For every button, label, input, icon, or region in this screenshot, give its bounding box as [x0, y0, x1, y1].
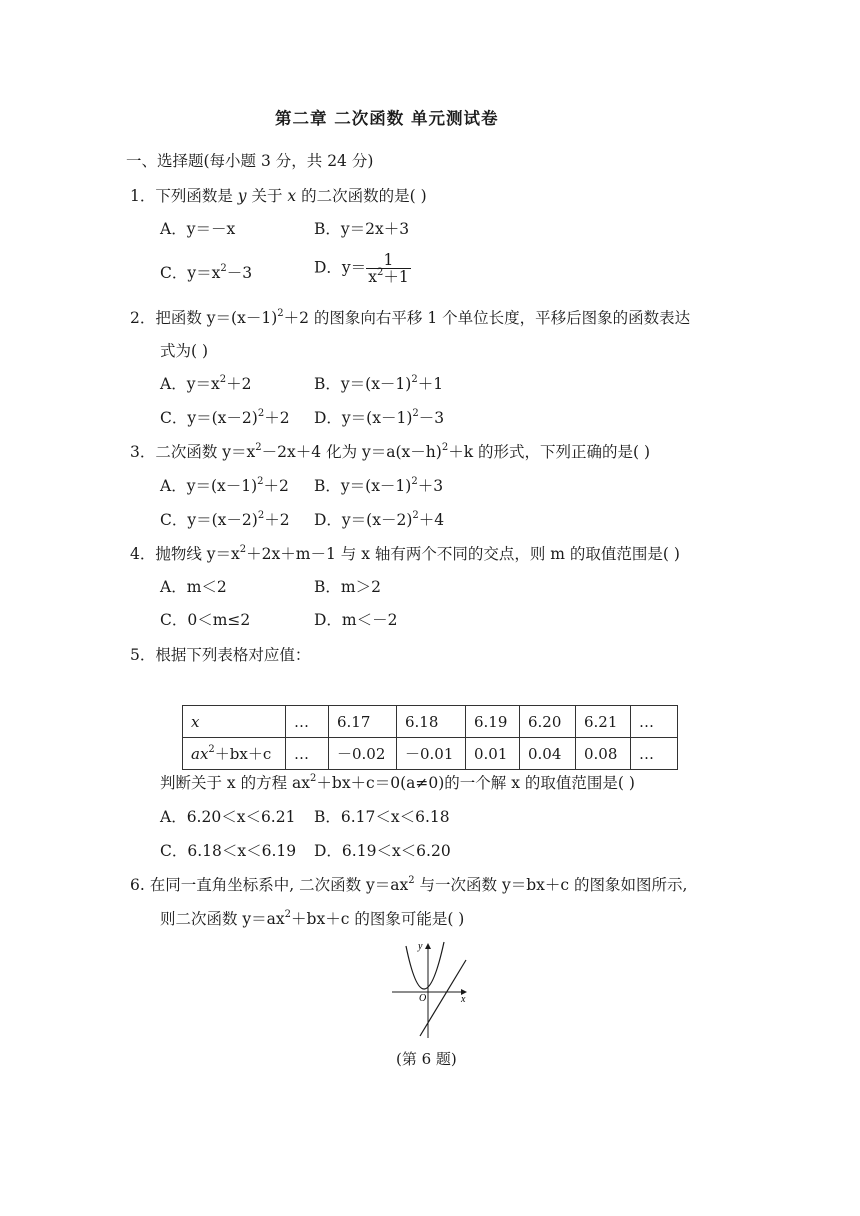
q5-option-b: B．6.17＜x＜6.18 [314, 808, 450, 826]
question-5-stem: 5．根据下列表格对应值： [130, 646, 311, 664]
table-cell: －0.01 [397, 738, 466, 770]
origin-label: O [419, 993, 427, 1004]
q4-option-d: D．m＜－2 [314, 611, 398, 629]
q1-option-a: A．y＝－x [160, 220, 236, 238]
parabola-curve [406, 942, 444, 989]
q2-option-c: C．$y=(x-2)^2+2$ [160, 407, 290, 427]
table-cell: 6.17 [329, 706, 397, 738]
function-graph [388, 938, 478, 1043]
q5-option-a: A．6.20＜x＜6.21 [160, 808, 296, 826]
q2-option-b: B．$y=(x-1)^2+1$ [314, 373, 444, 393]
table-cell: 0.01 [466, 738, 520, 770]
q4-option-a: A．m＜2 [160, 578, 227, 596]
page-title: 第二章 二次函数 单元测试卷 [275, 109, 499, 128]
q3-option-d: D．$y=(x-2)^2+4$ [314, 509, 445, 529]
q2-option-a: A．$y=x^2+2$ [160, 373, 252, 393]
axis-y-label: y [418, 941, 423, 952]
table-cell: 6.21 [576, 706, 631, 738]
axis-x-label: x [461, 994, 466, 1005]
table-cell: 6.20 [520, 706, 576, 738]
table-cell: 0.08 [576, 738, 631, 770]
table-cell: … [631, 738, 678, 770]
section-heading: 一、选择题(每小题 3 分，共 24 分) [126, 152, 374, 170]
q4-option-b: B．m＞2 [314, 578, 381, 596]
q1-option-c: C．$y=x^2-3$ [160, 262, 253, 282]
table-cell: $ax^2+bx+c$ [183, 738, 286, 770]
question-5-judge: 判断关于 x 的方程 $ax^2+bx+c=0(a\ne 0)$的一个解 x 的取值范围是( ) [160, 772, 635, 792]
question-1-stem: 1．下列函数是 y 关于 x 的二次函数的是( ) [130, 187, 427, 205]
q5-option-c: C．6.18＜x＜6.19 [160, 842, 297, 860]
table-cell: … [631, 706, 678, 738]
table-cell: －0.02 [329, 738, 397, 770]
table-cell: x [183, 706, 286, 738]
q1-option-d: D．y＝ $\frac{1}{x^2+1}$ [314, 251, 409, 286]
question-3-stem: 3．二次函数 $y=x^2-2x+4$ 化为 $y=a(x-h)^2+k$ 的形式，下列正确的是( ) [130, 441, 651, 461]
fraction: $\frac{1}{x^2+1}$ [368, 251, 409, 286]
q3-option-b: B．$y=(x-1)^2+3$ [314, 475, 444, 495]
table-cell: 6.19 [466, 706, 520, 738]
q1-option-b: B．y＝2x＋3 [314, 220, 410, 238]
q3-option-c: C．$y=(x-2)^2+2$ [160, 509, 290, 529]
table-cell: 6.18 [397, 706, 466, 738]
q3-option-a: A．$y=(x-1)^2+2$ [160, 475, 289, 495]
question-2-stem-cont: 式为( ) [160, 342, 209, 360]
question-4-stem: 4．抛物线 $y=x^2+2x+m-1$ 与 x 轴有两个不同的交点，则 m 的取值范围是( ) [130, 543, 680, 563]
question-6-stem: 6. 在同一直角坐标系中, 二次函数 $y=ax^2$ 与一次函数 y＝bx＋c 的图象如图所示, [130, 874, 688, 894]
table-cell: … [286, 738, 329, 770]
value-table [182, 705, 678, 770]
table-row [183, 706, 678, 738]
question-6-stem-cont: 则二次函数 $y=ax^2+bx+c$ 的图象可能是( ) [160, 908, 465, 928]
q4-option-c: C．0＜m≤2 [160, 611, 251, 629]
figure-caption: (第 6 题) [396, 1050, 457, 1068]
table-row [183, 738, 678, 770]
q2-option-d: D．$y=(x-1)^2-3$ [314, 407, 445, 427]
q5-option-d: D．6.19＜x＜6.20 [314, 842, 451, 860]
linear-line [420, 960, 466, 1036]
table-cell: 0.04 [520, 738, 576, 770]
table-cell: … [286, 706, 329, 738]
question-2-stem: 2．把函数 $y=(x-1)^2+2$ 的图象向右平移 1 个单位长度，平移后图象的函数表达 [130, 307, 691, 327]
